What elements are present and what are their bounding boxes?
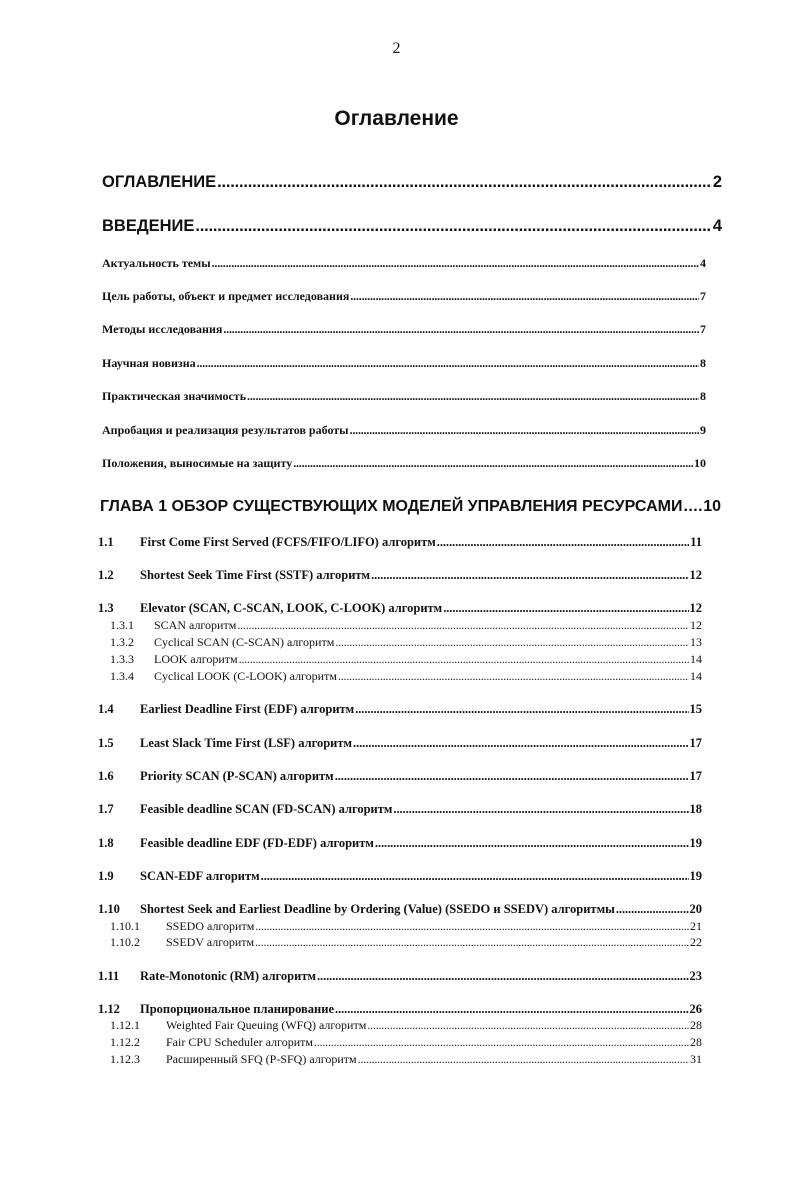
dot-leader (293, 457, 693, 470)
toc-entry-title: SCAN алгоритм (154, 618, 237, 632)
toc-entry-title: Feasible deadline EDF (FD-EDF) алгоритм (140, 836, 374, 850)
toc-entry[interactable] (110, 670, 702, 683)
dot-leader (350, 424, 699, 437)
toc-entry-number: 1.1 (98, 535, 114, 549)
toc-entry-title: Пропорциональное планирование (140, 1002, 335, 1016)
toc-entry-number: 1.12.3 (110, 1052, 140, 1066)
toc-entry[interactable] (110, 1053, 702, 1066)
toc-entry-title: Shortest Seek and Earliest Deadline by Ordering (Value) (SSEDO и SSEDV) алгоритмы (140, 902, 615, 916)
toc-entry-title: ВВЕДЕНИЕ (102, 217, 195, 235)
toc-entry-title: Feasible deadline SCAN (FD-SCAN) алгоритм (140, 802, 393, 816)
toc-entry[interactable] (98, 870, 702, 884)
dot-leader (261, 870, 689, 884)
toc-entry-page: 11 (690, 535, 702, 549)
toc-entry-page: 15 (689, 702, 702, 716)
toc-entry-number: 1.10 (98, 902, 120, 916)
toc-entry[interactable] (102, 457, 706, 470)
dot-leader (355, 703, 688, 717)
toc-entry-page: 10 (694, 456, 706, 470)
dot-leader (393, 803, 688, 817)
toc-entry-number: 1.11 (98, 969, 120, 983)
toc-entry-number: 1.3.4 (110, 669, 134, 683)
toc-entry-number: 1.3.3 (110, 652, 134, 666)
dot-leader (197, 357, 699, 370)
dot-leader (616, 903, 689, 917)
toc-entry-page: 19 (689, 869, 702, 883)
toc-entry[interactable] (102, 290, 706, 303)
toc-entry[interactable] (98, 569, 702, 583)
toc-entry-page: 21 (690, 919, 702, 933)
toc-entry-page: 13 (690, 635, 702, 649)
dot-leader (335, 636, 689, 649)
dot-leader (217, 173, 712, 191)
toc-entry-title: SSEDV алгоритм (166, 935, 255, 949)
toc-entry-title: Методы исследования (102, 322, 223, 336)
toc-entry[interactable] (110, 619, 702, 632)
toc-entry-title: First Come First Served (FCFS/FIFO/LIFO) алгоритм (140, 535, 436, 549)
toc-entry-page: 28 (690, 1018, 702, 1032)
dot-leader (237, 619, 689, 632)
toc-entry-page: 14 (690, 652, 702, 666)
dot-leader (371, 569, 688, 583)
toc-entry-number: 1.3.1 (110, 618, 134, 632)
toc-entry-number: 1.10.2 (110, 935, 140, 949)
toc-entry-title: Least Slack Time First (LSF) алгоритм (140, 736, 353, 750)
toc-entry-number: 1.9 (98, 869, 114, 883)
dot-leader (353, 737, 688, 751)
toc-entry-page: 23 (689, 969, 702, 983)
toc-entry-number: 1.7 (98, 802, 114, 816)
toc-entry-page: 31 (690, 1052, 702, 1066)
toc-entry-number: 1.12.2 (110, 1035, 140, 1049)
toc-entry-page: 17 (689, 769, 702, 783)
toc-entry[interactable] (102, 173, 722, 191)
toc-entry-page: 28 (690, 1035, 702, 1049)
toc-entry-title: Научная новизна (102, 356, 196, 370)
toc-entry[interactable] (102, 424, 706, 437)
page-title: Оглавление (334, 107, 459, 130)
toc-entry-page: 10 (703, 498, 721, 515)
toc-entry[interactable] (102, 390, 706, 403)
dot-leader (335, 770, 689, 784)
toc-entry-number: 1.2 (98, 568, 114, 582)
dot-leader (255, 920, 689, 933)
toc-entry-title: SCAN-EDF алгоритм (140, 869, 260, 883)
toc-entry-number: 1.3 (98, 601, 114, 615)
dot-leader (683, 498, 702, 516)
toc-entry-page: 4 (712, 217, 722, 235)
toc-entry[interactable] (98, 903, 702, 917)
toc-entry-title: Цель работы, объект и предмет исследования (102, 289, 350, 303)
toc-entry[interactable] (98, 536, 702, 550)
toc-entry-title: Актуальность темы (102, 256, 211, 270)
toc-entry-title: ОГЛАВЛЕНИЕ (102, 173, 217, 191)
toc-entry[interactable] (102, 257, 706, 270)
toc-entry-page: 26 (689, 1002, 702, 1016)
dot-leader (255, 936, 689, 949)
toc-entry[interactable] (100, 498, 721, 516)
toc-entry-page: 12 (690, 618, 702, 632)
toc-entry-page: 19 (689, 836, 702, 850)
toc-entry[interactable] (110, 653, 702, 666)
dot-leader (317, 970, 689, 984)
toc-entry-page: 8 (700, 389, 706, 403)
toc-entry[interactable] (102, 323, 706, 336)
toc-entry-number: 1.8 (98, 836, 114, 850)
toc-entry[interactable] (98, 837, 702, 851)
toc-entry-number: 1.5 (98, 736, 114, 750)
toc-entry-page: 4 (700, 256, 706, 270)
toc-entry-number: 1.6 (98, 769, 114, 783)
dot-leader (338, 670, 689, 683)
toc-entry[interactable] (98, 970, 702, 984)
toc-entry-page: 17 (689, 736, 702, 750)
dot-leader (335, 1003, 688, 1017)
toc-entry-title: Cyclical SCAN (C-SCAN) алгоритм (154, 635, 335, 649)
toc-entry[interactable] (98, 1003, 702, 1017)
toc-entry-title: Shortest Seek Time First (SSTF) алгоритм (140, 568, 371, 582)
toc-entry[interactable] (110, 1036, 702, 1049)
toc-entry-page: 2 (712, 173, 722, 191)
toc-entry-page: 7 (700, 289, 706, 303)
toc-entry[interactable] (102, 217, 722, 235)
dot-leader (212, 257, 699, 270)
dot-leader (247, 390, 699, 403)
toc-entry[interactable] (98, 703, 702, 717)
dot-leader (350, 290, 699, 303)
dot-leader (314, 1036, 689, 1049)
dot-leader (239, 653, 689, 666)
toc-entry[interactable] (102, 357, 706, 370)
toc-entry-number: 1.10.1 (110, 919, 140, 933)
dot-leader (437, 536, 689, 550)
dot-leader (443, 602, 688, 616)
toc-entry-title: Elevator (SCAN, C-SCAN, LOOK, C-LOOK) алгоритм (140, 601, 443, 615)
toc-entry-page: 22 (690, 935, 702, 949)
dot-leader (367, 1019, 689, 1032)
toc-entry-title: Практическая значимость (102, 389, 247, 403)
toc-entry-title: Weighted Fair Queuing (WFQ) алгоритм (166, 1018, 367, 1032)
toc-entry-title: Rate-Monotonic (RM) алгоритм (140, 969, 316, 983)
toc-entry-title: Priority SCAN (P-SCAN) алгоритм (140, 769, 334, 783)
toc-entry-page: 14 (690, 669, 702, 683)
toc-entry-page: 9 (700, 423, 706, 437)
toc-entry[interactable] (110, 920, 702, 933)
toc-entry-number: 1.4 (98, 702, 114, 716)
toc-entry-page: 20 (689, 902, 702, 916)
toc-entry-number: 1.3.2 (110, 635, 134, 649)
toc-entry[interactable] (110, 936, 702, 949)
toc-entry-page: 12 (689, 568, 702, 582)
toc-entry-title: Earliest Deadline First (EDF) алгоритм (140, 702, 355, 716)
toc-entry[interactable] (98, 770, 702, 784)
toc-entry-page: 8 (700, 356, 706, 370)
toc-entry-page: 12 (689, 601, 702, 615)
toc-entry-number: 1.12 (98, 1002, 120, 1016)
page-number: 2 (392, 40, 401, 57)
dot-leader (195, 217, 711, 235)
toc-entry-title: LOOK алгоритм (154, 652, 238, 666)
toc-entry-title: Положения, выносимые на защиту (102, 456, 293, 470)
toc-entry-title: Cyclical LOOK (C-LOOK) алгоритм (154, 669, 337, 683)
toc-entry-title: Fair CPU Scheduler алгоритм (166, 1035, 313, 1049)
toc-entry-title: Расширенный SFQ (P-SFQ) алгоритм (166, 1052, 357, 1066)
toc-entry-number: 1.12.1 (110, 1018, 140, 1032)
toc-entry[interactable] (110, 636, 702, 649)
toc-entry-page: 7 (700, 322, 706, 336)
toc-entry[interactable] (110, 1019, 702, 1032)
toc-entry[interactable] (98, 602, 702, 616)
toc-entry[interactable] (98, 737, 702, 751)
toc-entry-title: SSEDO алгоритм (166, 919, 255, 933)
dot-leader (223, 323, 699, 336)
dot-leader (375, 837, 689, 851)
dot-leader (358, 1053, 689, 1066)
toc-entry-page: 18 (689, 802, 702, 816)
toc-entry[interactable] (98, 803, 702, 817)
toc-entry-title: ГЛАВА 1 ОБЗОР СУЩЕСТВУЮЩИХ МОДЕЛЕЙ УПРАВЛЕНИЯ РЕСУРСАМИ (100, 498, 683, 515)
toc-entry-title: Апробация и реализация результатов работы (102, 423, 349, 437)
